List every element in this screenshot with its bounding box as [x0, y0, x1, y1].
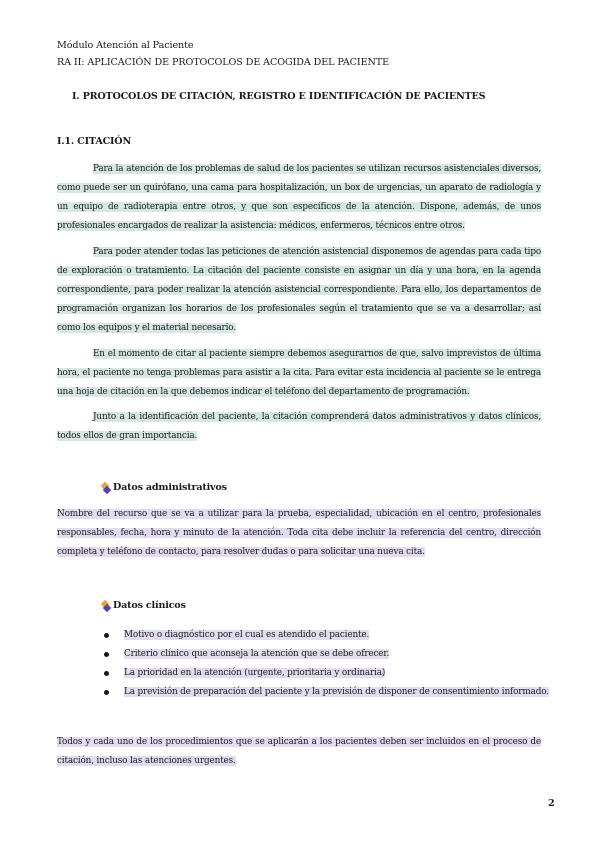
administrative-heading: [100, 482, 227, 493]
diamond-bullet-icon: [100, 482, 111, 493]
paragraph-citation-check: [57, 345, 541, 402]
paragraph-resources-text: Para la atención de los problemas de salud de los pacientes se utilizan recursos asistenciales diversos, como puede ser un quirófano, una cama para hospitalización, un box de urgencias, un aparato de radiología y un equipo de radioterapia entre otros, y que son específicos de la atención. Dispone, además, de unos profesionales encargados de realizar la asistencia: médicos, enfermeros, técnicos entre otros.: [57, 164, 541, 231]
paragraph-data-types: [57, 408, 541, 446]
list-item-text: La prioridad en la atención (urgente, prioritaria y ordinaria): [124, 668, 386, 678]
bullet-dot-icon: [104, 690, 109, 695]
list-item: [104, 626, 560, 645]
administrative-text: [57, 505, 541, 562]
paragraph-resources: [57, 160, 541, 236]
final-paragraph: [57, 733, 541, 771]
administrative-text-content: Nombre del recurso que se va a utilizar para la prueba, especialidad, ubicación en el centro, profesionales responsables, fecha, hora y minuto de la atención. Toda cita debe incluir la referencia del centro, dirección completa y teléfono de contacto, para resolver dudas o para solicitar una nueva cita.: [57, 509, 541, 557]
clinical-list: [104, 626, 560, 702]
bullet-dot-icon: [104, 652, 109, 657]
final-paragraph-text: Todos y cada uno de los procedimientos que se aplicarán a los pacientes deben ser incluidos en el proceso de citación, incluso las atenciones urgentes.: [57, 737, 541, 766]
subsection-title: I.1. CITACIÓN: [57, 136, 132, 147]
paragraph-citation-check-text: En el momento de citar al paciente siempre debemos asegurarnos de que, salvo imprevistos de última hora, el paciente no tenga problemas para asistir a la cita. Para evitar esta incidencia al paciente se le entrega una hoja de citación en la que debemos indicar el teléfono del departamento de programación.: [57, 349, 541, 397]
list-item-text: Motivo o diagnóstico por el cual es atendido el paciente.: [124, 630, 370, 640]
header-module-title: Módulo Atención al Paciente: [57, 40, 194, 51]
diamond-bullet-icon: [100, 600, 111, 611]
section-title: I. PROTOCOLOS DE CITACIÓN, REGISTRO E IDENTIFICACIÓN DE PACIENTES: [72, 91, 486, 102]
bullet-dot-icon: [104, 671, 109, 676]
clinical-heading: [100, 600, 186, 611]
header-ra-title: RA II: APLICACIÓN DE PROTOCOLOS DE ACOGIDA DEL PACIENTE: [57, 57, 389, 68]
paragraph-data-types-text: Junto a la identificación del paciente, la citación comprenderá datos administrativos y datos clínicos, todos ellos de gran importancia.: [57, 412, 541, 441]
list-item: [104, 683, 560, 702]
list-item: [104, 645, 560, 664]
bullet-dot-icon: [104, 633, 109, 638]
page-number: 2: [548, 798, 555, 809]
list-item-text: Criterio clínico que aconseja la atención que se debe ofrecer.: [124, 649, 390, 659]
paragraph-agendas-text: Para poder atender todas las peticiones de atención asistencial disponemos de agendas para cada tipo de exploración o tratamiento. La citación del paciente consiste en asignar un día y una hora, en la agenda correspondiente, para poder realizar la atención asistencial correspondiente. Para ello, los departamentos de programación organizan los horarios de los profesionales según el tratamiento que se va a desarrollar; así como los equipos y el material necesario.: [57, 247, 541, 333]
list-item: [104, 664, 560, 683]
administrative-heading-label: Datos administrativos: [113, 482, 227, 493]
paragraph-agendas: [57, 243, 541, 338]
list-item-text: La previsión de preparación del paciente y la previsión de disponer de consentimiento informado.: [124, 687, 549, 697]
clinical-heading-label: Datos clínicos: [113, 600, 186, 611]
